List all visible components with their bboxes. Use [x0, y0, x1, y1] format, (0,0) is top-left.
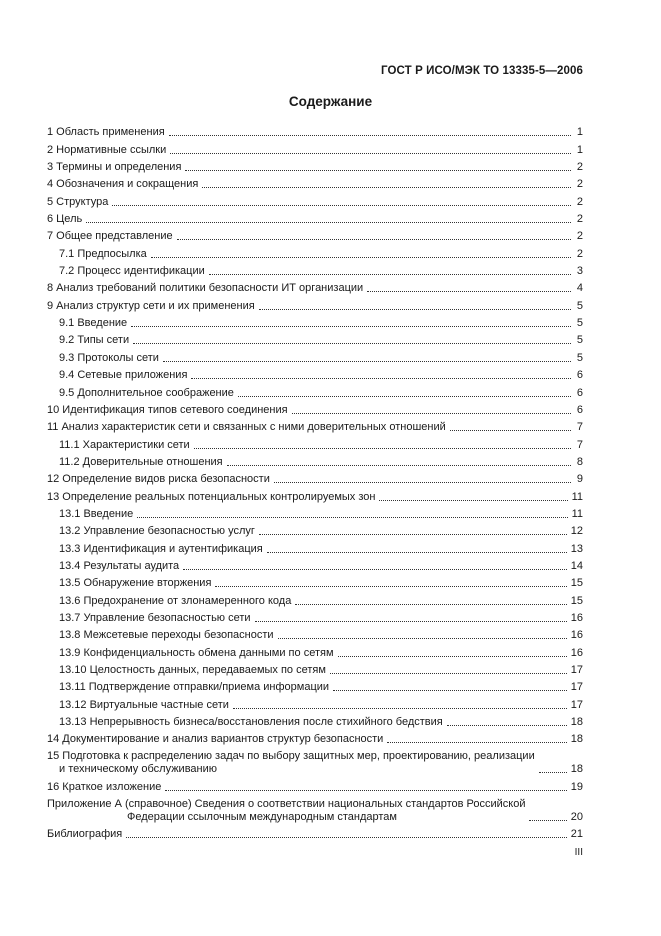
- toc-entry[interactable]: [47, 295, 583, 312]
- toc-entry-page: 18: [570, 763, 583, 776]
- dot-leader: [447, 724, 567, 726]
- toc-entry[interactable]: [47, 209, 583, 226]
- toc-entry[interactable]: [47, 417, 583, 434]
- dot-leader: [131, 325, 571, 327]
- toc-entry-page: 16: [570, 629, 583, 642]
- toc-entry-title: 7 Общее представление: [47, 230, 173, 243]
- dot-leader: [170, 152, 571, 154]
- toc-entry-title: 13.6 Предохранение от злонамеренного кода: [59, 594, 292, 607]
- dot-leader: [238, 395, 571, 397]
- toc-entry-page: 16: [570, 611, 583, 624]
- toc-entry-page: 7: [576, 421, 583, 434]
- dot-leader: [183, 568, 567, 570]
- toc-entry-title: 13.5 Обнаружение вторжения: [59, 577, 212, 590]
- toc-entry-title: 3 Термины и определения: [47, 161, 182, 174]
- toc-entry-title: 7.2 Процесс идентификации: [59, 265, 205, 278]
- toc-entry-title: 12 Определение видов риска безопасности: [47, 473, 270, 486]
- toc-entry-title: 9.1 Введение: [59, 317, 128, 330]
- toc-entry[interactable]: [47, 538, 583, 555]
- dot-leader: [194, 447, 571, 449]
- toc-entry-page: 3: [576, 265, 583, 278]
- dot-leader: [165, 789, 566, 791]
- toc-entry[interactable]: [47, 400, 583, 417]
- dot-leader: [539, 771, 567, 773]
- toc-entry-title: 5 Структура: [47, 195, 109, 208]
- toc-entry-title: 13.3 Идентификация и аутентификация: [59, 542, 263, 555]
- dot-leader: [292, 412, 571, 414]
- toc-entry[interactable]: [47, 486, 583, 503]
- toc-entry-page: 11: [571, 507, 583, 520]
- dot-leader: [330, 672, 567, 674]
- toc-entry-title: 14 Документирование и анализ вариантов структур безопасности: [47, 733, 384, 746]
- toc-entry-page: 8: [576, 455, 583, 468]
- toc-entry-title: 4 Обозначения и сокращения: [47, 178, 199, 191]
- toc-entry-page: 2: [576, 178, 583, 191]
- toc-entry-title: Библиография: [47, 828, 123, 841]
- dot-leader: [215, 585, 566, 587]
- toc-entry-page: 15: [570, 577, 583, 590]
- toc-entry[interactable]: [47, 347, 583, 364]
- toc-entry-title: 16 Краткое изложение: [47, 780, 162, 793]
- toc-entry-title: 13.7 Управление безопасностью сети: [59, 611, 251, 624]
- toc-entry[interactable]: [47, 824, 583, 841]
- toc-entry[interactable]: [47, 590, 583, 607]
- toc-entry[interactable]: [47, 243, 583, 260]
- dot-leader: [255, 620, 567, 622]
- toc-entry-page: 6: [576, 369, 583, 382]
- toc-entry-page: 4: [576, 282, 583, 295]
- toc-entry[interactable]: [47, 434, 583, 451]
- toc-entry[interactable]: [47, 677, 583, 694]
- toc-entry-title: 10 Идентификация типов сетевого соединения: [47, 403, 288, 416]
- toc-entry-title: 7.1 Предпосылка: [59, 247, 147, 260]
- toc-entry-page: 2: [576, 230, 583, 243]
- toc-entry-title-line: 15 Подготовка к распределению задач по выбору защитных мер, проектированию, реализации: [47, 750, 535, 763]
- toc-entry-title: 13.10 Целостность данных, передаваемых по сетям: [59, 664, 326, 676]
- dot-leader: [126, 836, 567, 838]
- dot-leader: [202, 186, 571, 188]
- dot-leader: [133, 342, 571, 344]
- toc-entry-page: 19: [570, 780, 583, 793]
- toc-entry-title: 1 Область применения: [47, 126, 165, 139]
- toc-entry-title: 9.4 Сетевые приложения: [59, 369, 188, 382]
- toc-entry-page: 14: [570, 559, 583, 572]
- dot-leader: [295, 603, 566, 605]
- page-title: Содержание: [288, 94, 373, 109]
- dot-leader: [274, 481, 571, 483]
- toc-entry-page: 18: [570, 716, 583, 729]
- toc-entry-page: 17: [570, 681, 583, 694]
- toc-entry-page: 9: [576, 473, 583, 486]
- toc-entry-page: 16: [570, 646, 583, 659]
- toc-entry-page: 5: [576, 334, 583, 347]
- dot-leader: [151, 256, 571, 258]
- toc-entry-title: 11.1 Характеристики сети: [59, 438, 190, 451]
- toc-entry-title: 13.4 Результаты аудита: [59, 559, 180, 572]
- toc-entry-title: [47, 750, 535, 776]
- toc-entry[interactable]: [47, 573, 583, 590]
- toc-entry-page: 2: [576, 247, 583, 260]
- toc-entry[interactable]: [47, 504, 583, 521]
- dot-leader: [278, 637, 567, 639]
- toc-entry-page: 6: [576, 386, 583, 399]
- toc-entry-title-continuation: Федерации ссылочным международным стандартам: [127, 810, 397, 823]
- toc-entry-title-line: Приложение А (справочное) Сведения о соответствии национальных стандартов Российской: [47, 797, 526, 810]
- document-header: ГОСТ Р ИСО/МЭК ТО 13335-5—2006: [381, 65, 583, 77]
- dot-leader: [112, 204, 571, 206]
- toc-entry[interactable]: [47, 608, 583, 625]
- dot-leader: [387, 741, 566, 743]
- toc-entry-title: 9.5 Дополнительное соображение: [59, 386, 234, 399]
- toc-entry-title: 13.11 Подтверждение отправки/приема информации: [59, 681, 330, 694]
- toc-entry-page: 11: [571, 490, 583, 503]
- toc-entry-title: 11 Анализ характеристик сети и связанных с ними доверительных отношений: [47, 421, 446, 434]
- toc-entry-page: 13: [570, 542, 583, 555]
- toc-entry[interactable]: [47, 776, 583, 793]
- toc-entry[interactable]: [47, 794, 583, 824]
- toc-entry[interactable]: [47, 191, 583, 208]
- toc-entry-title: 9 Анализ структур сети и их применения: [47, 299, 255, 312]
- toc-entry-page: 18: [570, 733, 583, 746]
- toc-entry[interactable]: [47, 313, 583, 330]
- dot-leader: [259, 533, 567, 535]
- dot-leader: [185, 169, 571, 171]
- toc-entry[interactable]: [47, 452, 583, 469]
- toc-entry[interactable]: [47, 174, 583, 191]
- dot-leader: [367, 290, 571, 292]
- toc-entry-title: 13 Определение реальных потенциальных контролируемых зон: [47, 490, 376, 503]
- toc-entry-page: 17: [570, 698, 583, 711]
- table-of-contents: [47, 122, 583, 841]
- toc-entry-title: 11.2 Доверительные отношения: [59, 455, 223, 468]
- toc-entry-title: 9.3 Протоколы сети: [59, 351, 159, 364]
- dot-leader: [379, 499, 567, 501]
- toc-entry[interactable]: [47, 712, 583, 729]
- toc-entry-page: 2: [576, 213, 583, 226]
- toc-entry-page: 5: [576, 299, 583, 312]
- toc-entry-page: 15: [570, 594, 583, 607]
- toc-entry[interactable]: [47, 625, 583, 642]
- toc-entry-page: 20: [570, 810, 583, 823]
- dot-leader: [227, 464, 571, 466]
- dot-leader: [259, 308, 571, 310]
- toc-entry-title: 13.1 Введение: [59, 507, 134, 520]
- dot-leader: [233, 707, 567, 709]
- dot-leader: [333, 689, 567, 691]
- toc-entry-page: 1: [576, 126, 583, 139]
- toc-entry-page: 6: [576, 403, 583, 416]
- toc-entry[interactable]: [47, 330, 583, 347]
- toc-entry-title: 13.13 Непрерывность бизнеса/восстановления после стихийного бедствия: [59, 716, 443, 729]
- toc-entry-page: 1: [576, 143, 583, 156]
- toc-entry[interactable]: [47, 139, 583, 156]
- toc-entry[interactable]: [47, 365, 583, 382]
- toc-entry[interactable]: [47, 278, 583, 295]
- toc-entry[interactable]: [47, 694, 583, 711]
- dot-leader: [338, 655, 567, 657]
- toc-entry[interactable]: [47, 469, 583, 486]
- dot-leader: [209, 273, 571, 275]
- toc-entry-title: 13.2 Управление безопасностью услуг: [59, 525, 255, 538]
- dot-leader: [137, 516, 567, 518]
- toc-entry-page: 5: [576, 351, 583, 364]
- toc-entry[interactable]: [47, 157, 583, 174]
- toc-entry[interactable]: [47, 642, 583, 659]
- toc-entry[interactable]: [47, 382, 583, 399]
- toc-entry-title: 2 Нормативные ссылки: [47, 143, 167, 156]
- dot-leader: [267, 551, 567, 553]
- dot-leader: [529, 819, 566, 821]
- toc-entry-title-continuation: и техническому обслуживанию: [59, 763, 218, 776]
- dot-leader: [163, 360, 571, 362]
- toc-entry[interactable]: [47, 521, 583, 538]
- toc-entry-page: 17: [570, 664, 583, 676]
- toc-entry[interactable]: [47, 226, 583, 243]
- toc-entry-page: 7: [576, 438, 583, 451]
- toc-entry[interactable]: [47, 261, 583, 278]
- toc-entry-page: 21: [570, 828, 583, 841]
- toc-entry-page: 12: [570, 525, 583, 538]
- toc-entry-title: [47, 798, 525, 824]
- dot-leader: [450, 429, 571, 431]
- page-number: III: [574, 847, 583, 858]
- toc-entry-title: 8 Анализ требований политики безопасности ИТ организации: [47, 282, 364, 295]
- toc-entry-title: 13.12 Виртуальные частные сети: [59, 698, 229, 711]
- toc-entry[interactable]: [47, 556, 583, 573]
- dot-leader: [86, 221, 571, 223]
- toc-entry-page: 2: [576, 195, 583, 208]
- toc-entry-title: 13.8 Межсетевые переходы безопасности: [59, 629, 274, 642]
- dot-leader: [177, 238, 571, 240]
- toc-entry[interactable]: [47, 729, 583, 746]
- toc-entry-page: 2: [576, 161, 583, 174]
- toc-entry-title: 6 Цель: [47, 213, 83, 226]
- toc-entry-title: 9.2 Типы сети: [59, 334, 130, 347]
- toc-entry-title: 13.9 Конфиденциальность обмена данными по сетям: [59, 646, 334, 659]
- dot-leader: [191, 377, 571, 379]
- toc-entry-page: 5: [576, 317, 583, 330]
- toc-entry[interactable]: [47, 122, 583, 139]
- toc-entry[interactable]: [47, 746, 583, 776]
- toc-entry[interactable]: [47, 660, 583, 677]
- dot-leader: [169, 134, 571, 136]
